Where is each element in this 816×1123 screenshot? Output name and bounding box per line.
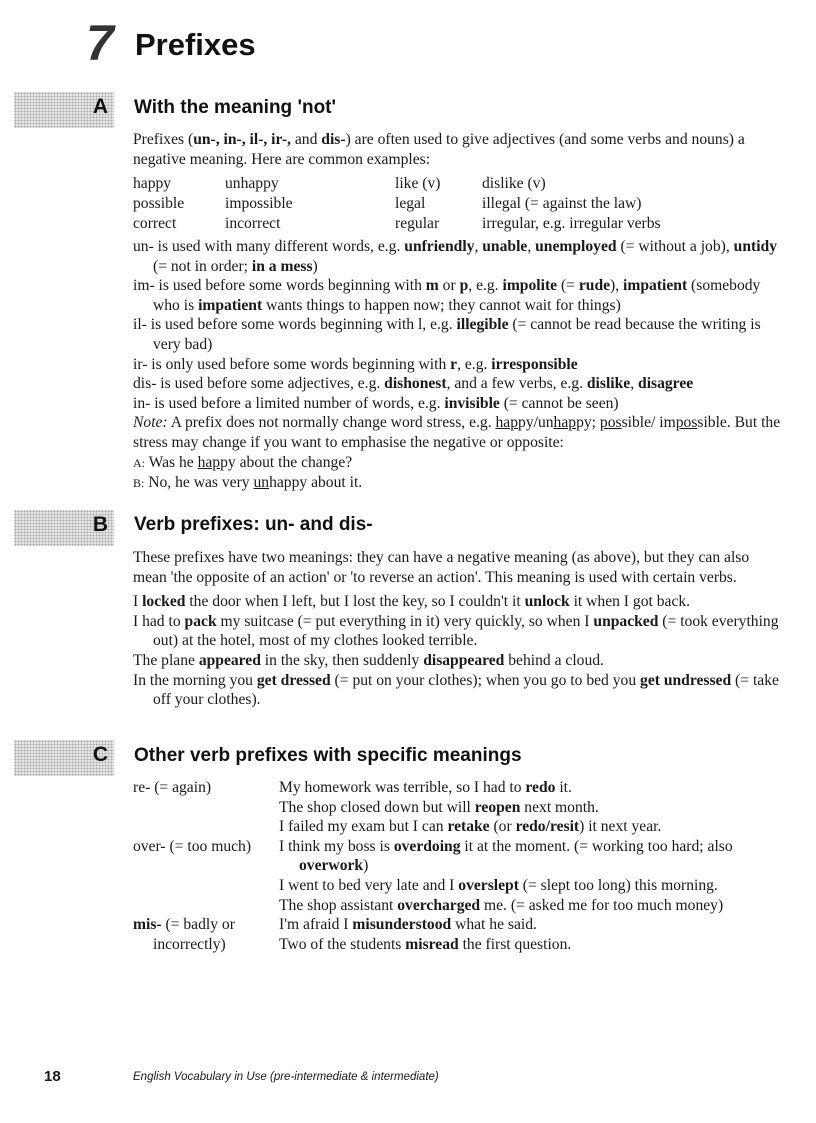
prefix-table (133, 778, 779, 954)
prefix-mis-examples: I'm afraid I misunderstood what he said. Two of the students misread the first question. (279, 916, 572, 953)
table-row: happy unhappy like (v) dislike (v) (133, 175, 546, 192)
section-c-heading: Other verb prefixes with specific meanings (134, 745, 522, 766)
page-title: Prefixes (135, 27, 256, 62)
rule-im: im- is used before some words beginning with m or p, e.g. impolite (= rude), impatient (somebody who is impatient wants things to happen now; they cannot wait for things) (133, 277, 761, 314)
section-a-marker (14, 92, 114, 128)
rule-il: il- is used before some words beginning with l, e.g. illegible (= cannot be read because the writing is very bad) (133, 316, 761, 353)
prefix-over-examples: I think my boss is overdoing it at the moment. (= working too hard; also overwork) I went to bed very late and I overslept (= slept too long) this morning. The shop assistant overcharged me. (= asked me for too much money) (279, 837, 733, 914)
section-a-heading: With the meaning 'not' (134, 97, 337, 118)
section-b-intro: These prefixes have two meanings: they can have a negative meaning (as above), but they can also mean 'the opposite of an action' or 'to reverse an action'. This meaning is used with certain verbs. (133, 549, 750, 586)
table-row (133, 778, 779, 837)
example-sentence: In the morning you get dressed (= put on your clothes); when you go to bed you get undressed (= take off your clothes). (133, 671, 779, 709)
example-sentence: I locked the door when I left, but I lost the key, so I couldn't it unlock it when I got back. (133, 593, 691, 611)
prefix-re-label: re- (= again) (133, 779, 212, 796)
table-row (133, 915, 779, 954)
unit-number: 7 (86, 15, 112, 71)
section-b-heading: Verb prefixes: un- and dis- (134, 514, 373, 535)
prefix-mis-label: mis- (= badly or incorrectly) (133, 916, 235, 953)
dialog-line-b: B: No, he was very unhappy about it. (133, 474, 363, 492)
table-row (133, 837, 779, 915)
example-sentence: I had to pack my suitcase (= put everything in it) very quickly, so when I unpacked (= took everything out) at the hotel, most of my clothes looked terrible. (133, 612, 779, 650)
dialog-line-a: A: Was he happy about the change? (133, 453, 353, 471)
section-b-body (133, 548, 783, 710)
book-title-footer: English Vocabulary in Use (pre-intermediate & intermediate) (133, 1071, 439, 1083)
section-c-letter: C (92, 743, 108, 766)
table-row: correct incorrect regular irregular, e.g. irregular verbs (133, 215, 661, 232)
rule-dis: dis- is used before some adjectives, e.g. dishonest, and a few verbs, e.g. dislike, disagree (133, 375, 694, 393)
table-row: possible impossible legal illegal (= against the law) (133, 195, 642, 212)
rule-in: in- is used before a limited number of words, e.g. invisible (= cannot be seen) (133, 394, 619, 412)
prefix-re-examples: My homework was terrible, so I had to redo it. The shop closed down but will reopen next month. I failed my exam but I can retake (or redo/resit) it next year. (279, 779, 662, 836)
section-b-letter: B (92, 513, 108, 536)
rule-ir: ir- is only used before some words beginning with r, e.g. irresponsible (133, 355, 578, 373)
prefix-over-label: over- (= too much) (133, 837, 252, 855)
section-a-letter: A (92, 95, 108, 118)
page-number: 18 (44, 1068, 61, 1085)
section-c-marker (14, 740, 114, 776)
section-b-marker (14, 510, 114, 546)
section-a-rules (133, 237, 783, 494)
examples-table (133, 175, 661, 235)
example-sentence: The plane appeared in the sky, then suddenly disappeared behind a cloud. (133, 651, 604, 669)
stress-note: Note: A prefix does not normally change word stress, e.g. happy/unhappy; possible/ impossible. But the stress may change if you want to emphasise the negative or opposite: (133, 414, 781, 451)
section-a-intro: Prefixes (un-, in-, il-, ir-, and dis-) are often used to give adjectives (and some verbs and nouns) a negative meaning. Here are common examples: (133, 131, 745, 168)
rule-un: un- is used with many different words, e.g. unfriendly, unable, unemployed (= without a job), untidy (= not in order; in a mess) (133, 238, 777, 275)
